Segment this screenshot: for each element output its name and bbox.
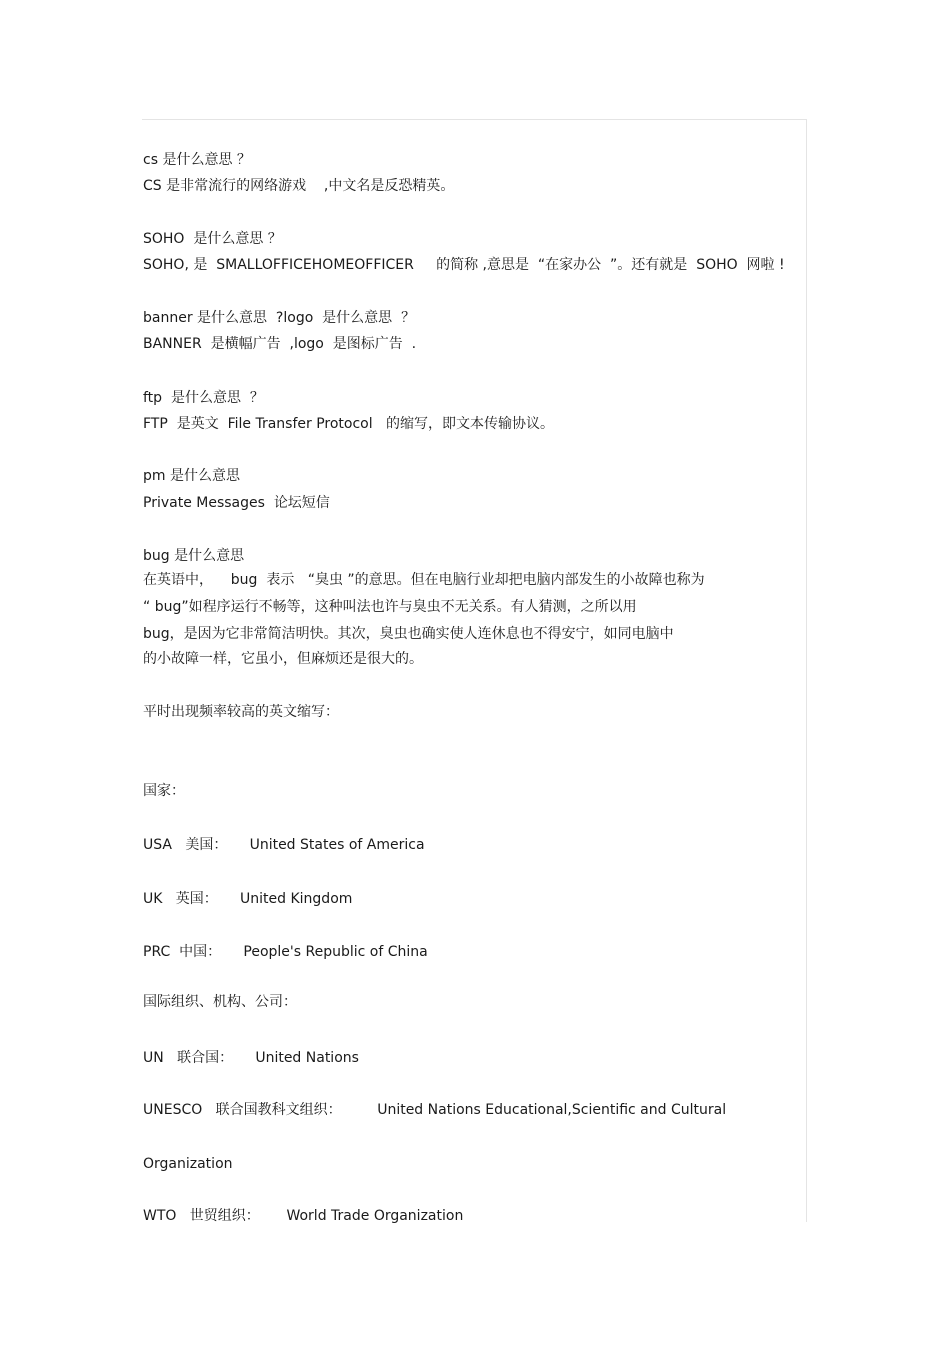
entry-prc: PRC 中国： People's Republic of China xyxy=(143,944,428,960)
question-bug: bug 是什么意思 xyxy=(143,548,245,564)
question-soho: SOHO 是什么意思 ？ xyxy=(143,231,282,247)
answer-bug-line-4: 的小故障一样，它虽小，但麻烦还是很大的。 xyxy=(143,651,423,667)
entry-uk: UK 英国： United Kingdom xyxy=(143,891,353,907)
subheading-countries: 国家： xyxy=(143,783,185,799)
question-cs: cs 是什么意思 ？ xyxy=(143,152,251,168)
answer-pm: Private Messages 论坛短信 xyxy=(143,495,330,511)
answer-bug-line-3: bug，是因为它非常简洁明快。其次，臭虫也确实使人连休息也不得安宁，如同电脑中 xyxy=(143,626,674,642)
answer-bug-line-1: 在英语中， bug 表示 “臭虫 ”的意思。但在电脑行业却把电脑内部发生的小故障也称为 xyxy=(143,572,705,588)
answer-bug-line-2: “ bug”如程序运行不畅等，这种叫法也许与臭虫不无关系。有人猜测，之所以用 xyxy=(143,599,637,615)
entry-usa: USA 美国： United States of America xyxy=(143,837,425,853)
answer-cs: CS 是非常流行的网络游戏 ,中文名是反恐精英。 xyxy=(143,178,455,194)
question-banner-logo: banner 是什么意思 ?logo 是什么意思 ？ xyxy=(143,310,416,326)
answer-soho: SOHO, 是 SMALLOFFICEHOMEOFFICER 的简称 ,意思是 “在家办公 ”。还有就是 SOHO 网啦 ! xyxy=(143,257,785,273)
answer-ftp: FTP 是英文 File Transfer Protocol 的缩写，即文本传输协议。 xyxy=(143,416,554,432)
subheading-organizations: 国际组织、机构、公司： xyxy=(143,994,297,1010)
entry-un: UN 联合国： United Nations xyxy=(143,1050,359,1066)
entry-wto: WTO 世贸组织： World Trade Organization xyxy=(143,1208,464,1224)
section-heading-abbreviations: 平时出现频率较高的英文缩写： xyxy=(143,704,339,720)
entry-unesco: UNESCO 联合国教科文组织： United Nations Educational,Scientific and Cultural xyxy=(143,1102,727,1118)
entry-unesco-continued: Organization xyxy=(143,1156,233,1172)
answer-banner-logo: BANNER 是横幅广告 ,logo 是图标广告 . xyxy=(143,336,417,352)
question-pm: pm 是什么意思 xyxy=(143,468,240,484)
question-ftp: ftp 是什么意思 ？ xyxy=(143,390,264,406)
